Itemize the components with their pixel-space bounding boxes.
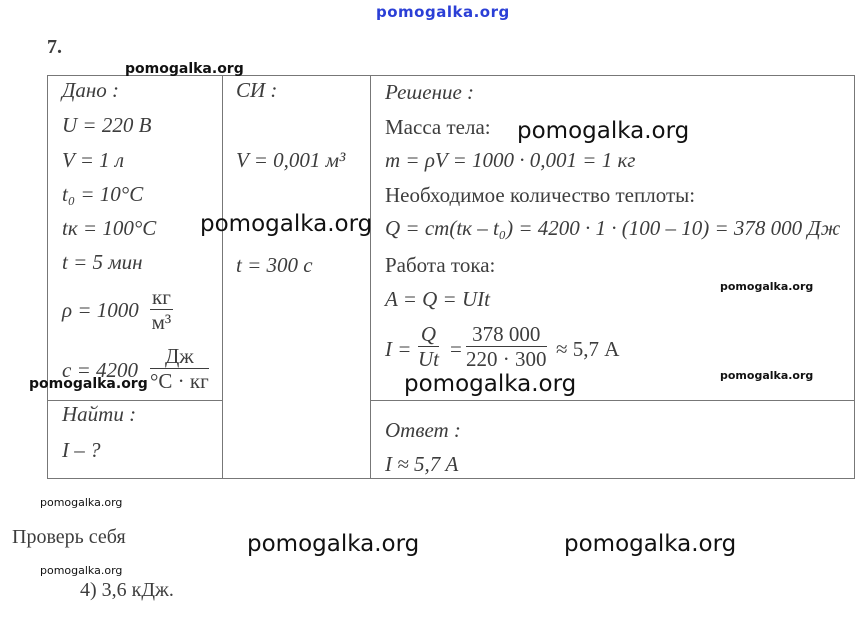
solution-line-heat: Q = cm(tк – t₀) = 4200 · 1 · (100 – 10) = 378 000 Дж bbox=[385, 216, 841, 240]
watermark: pomogalka.org bbox=[40, 564, 123, 577]
column-divider-2 bbox=[370, 76, 371, 478]
density-unit-den: м³ bbox=[151, 310, 172, 334]
given-volume: V = 1 л bbox=[62, 148, 125, 172]
si-time: t = 300 с bbox=[236, 253, 313, 277]
watermark-top: pomogalka.org bbox=[376, 3, 510, 21]
given-voltage: U = 220 В bbox=[62, 113, 152, 137]
density-unit-fraction bbox=[150, 285, 173, 334]
watermark: pomogalka.org bbox=[517, 118, 690, 144]
watermark: pomogalka.org bbox=[247, 531, 420, 557]
watermark: pomogalka.org bbox=[720, 280, 814, 293]
solution-answer-divider bbox=[370, 400, 854, 401]
watermark: pomogalka.org bbox=[200, 211, 373, 237]
si-header: СИ : bbox=[236, 78, 278, 102]
heat-capacity-unit-num: Дж bbox=[150, 344, 209, 369]
current-right: ≈ 5,7 А bbox=[556, 337, 620, 361]
current-fraction-2 bbox=[466, 322, 547, 371]
si-volume: V = 0,001 м³ bbox=[236, 148, 346, 172]
find-header: Найти : bbox=[62, 402, 137, 426]
answer-value: I ≈ 5,7 А bbox=[385, 452, 459, 476]
solution-line-work-title: Работа тока: bbox=[385, 253, 496, 277]
current-fraction-1 bbox=[418, 322, 439, 371]
current-equals: = bbox=[450, 337, 462, 361]
heat-capacity-unit-fraction bbox=[150, 344, 209, 393]
given-header: Дано : bbox=[62, 78, 120, 102]
watermark: pomogalka.org bbox=[125, 61, 244, 77]
solution-line-mass: m = ρV = 1000 · 0,001 = 1 кг bbox=[385, 148, 636, 172]
current-den-1: Ut bbox=[418, 347, 439, 371]
given-density-left: ρ = 1000 bbox=[62, 298, 139, 322]
column-divider-1 bbox=[222, 76, 223, 478]
solution-line-heat-title: Необходимое количество теплоты: bbox=[385, 183, 696, 207]
given-time: t = 5 мин bbox=[62, 250, 143, 274]
watermark: pomogalka.org bbox=[564, 531, 737, 557]
check-answer: 4) 3,6 кДж. bbox=[80, 579, 174, 601]
current-left: I = bbox=[385, 337, 412, 361]
watermark: pomogalka.org bbox=[404, 371, 577, 397]
find-value: I – ? bbox=[62, 438, 101, 462]
heat-capacity-unit-den: °С · кг bbox=[150, 369, 209, 393]
given-t0: t₀ = 10°C bbox=[62, 182, 144, 206]
current-num-1: Q bbox=[418, 322, 439, 347]
solution-header: Решение : bbox=[385, 80, 475, 104]
watermark: pomogalka.org bbox=[720, 369, 814, 382]
solution-line-work: A = Q = UIt bbox=[385, 287, 490, 311]
current-den-2: 220 · 300 bbox=[466, 347, 547, 371]
answer-header: Ответ : bbox=[385, 418, 461, 442]
current-num-2: 378 000 bbox=[466, 322, 547, 347]
given-heat-capacity-left: c = 4200 bbox=[62, 358, 138, 382]
given-tk: tк = 100°C bbox=[62, 216, 157, 240]
density-unit-num: кг bbox=[152, 285, 171, 309]
watermark: pomogalka.org bbox=[29, 376, 148, 392]
given-find-divider bbox=[48, 400, 223, 401]
check-title: Проверь себя bbox=[12, 526, 126, 548]
watermark: pomogalka.org bbox=[40, 496, 123, 509]
problem-number: 7. bbox=[47, 36, 62, 58]
solution-line-mass-title: Масса тела: bbox=[385, 115, 491, 139]
